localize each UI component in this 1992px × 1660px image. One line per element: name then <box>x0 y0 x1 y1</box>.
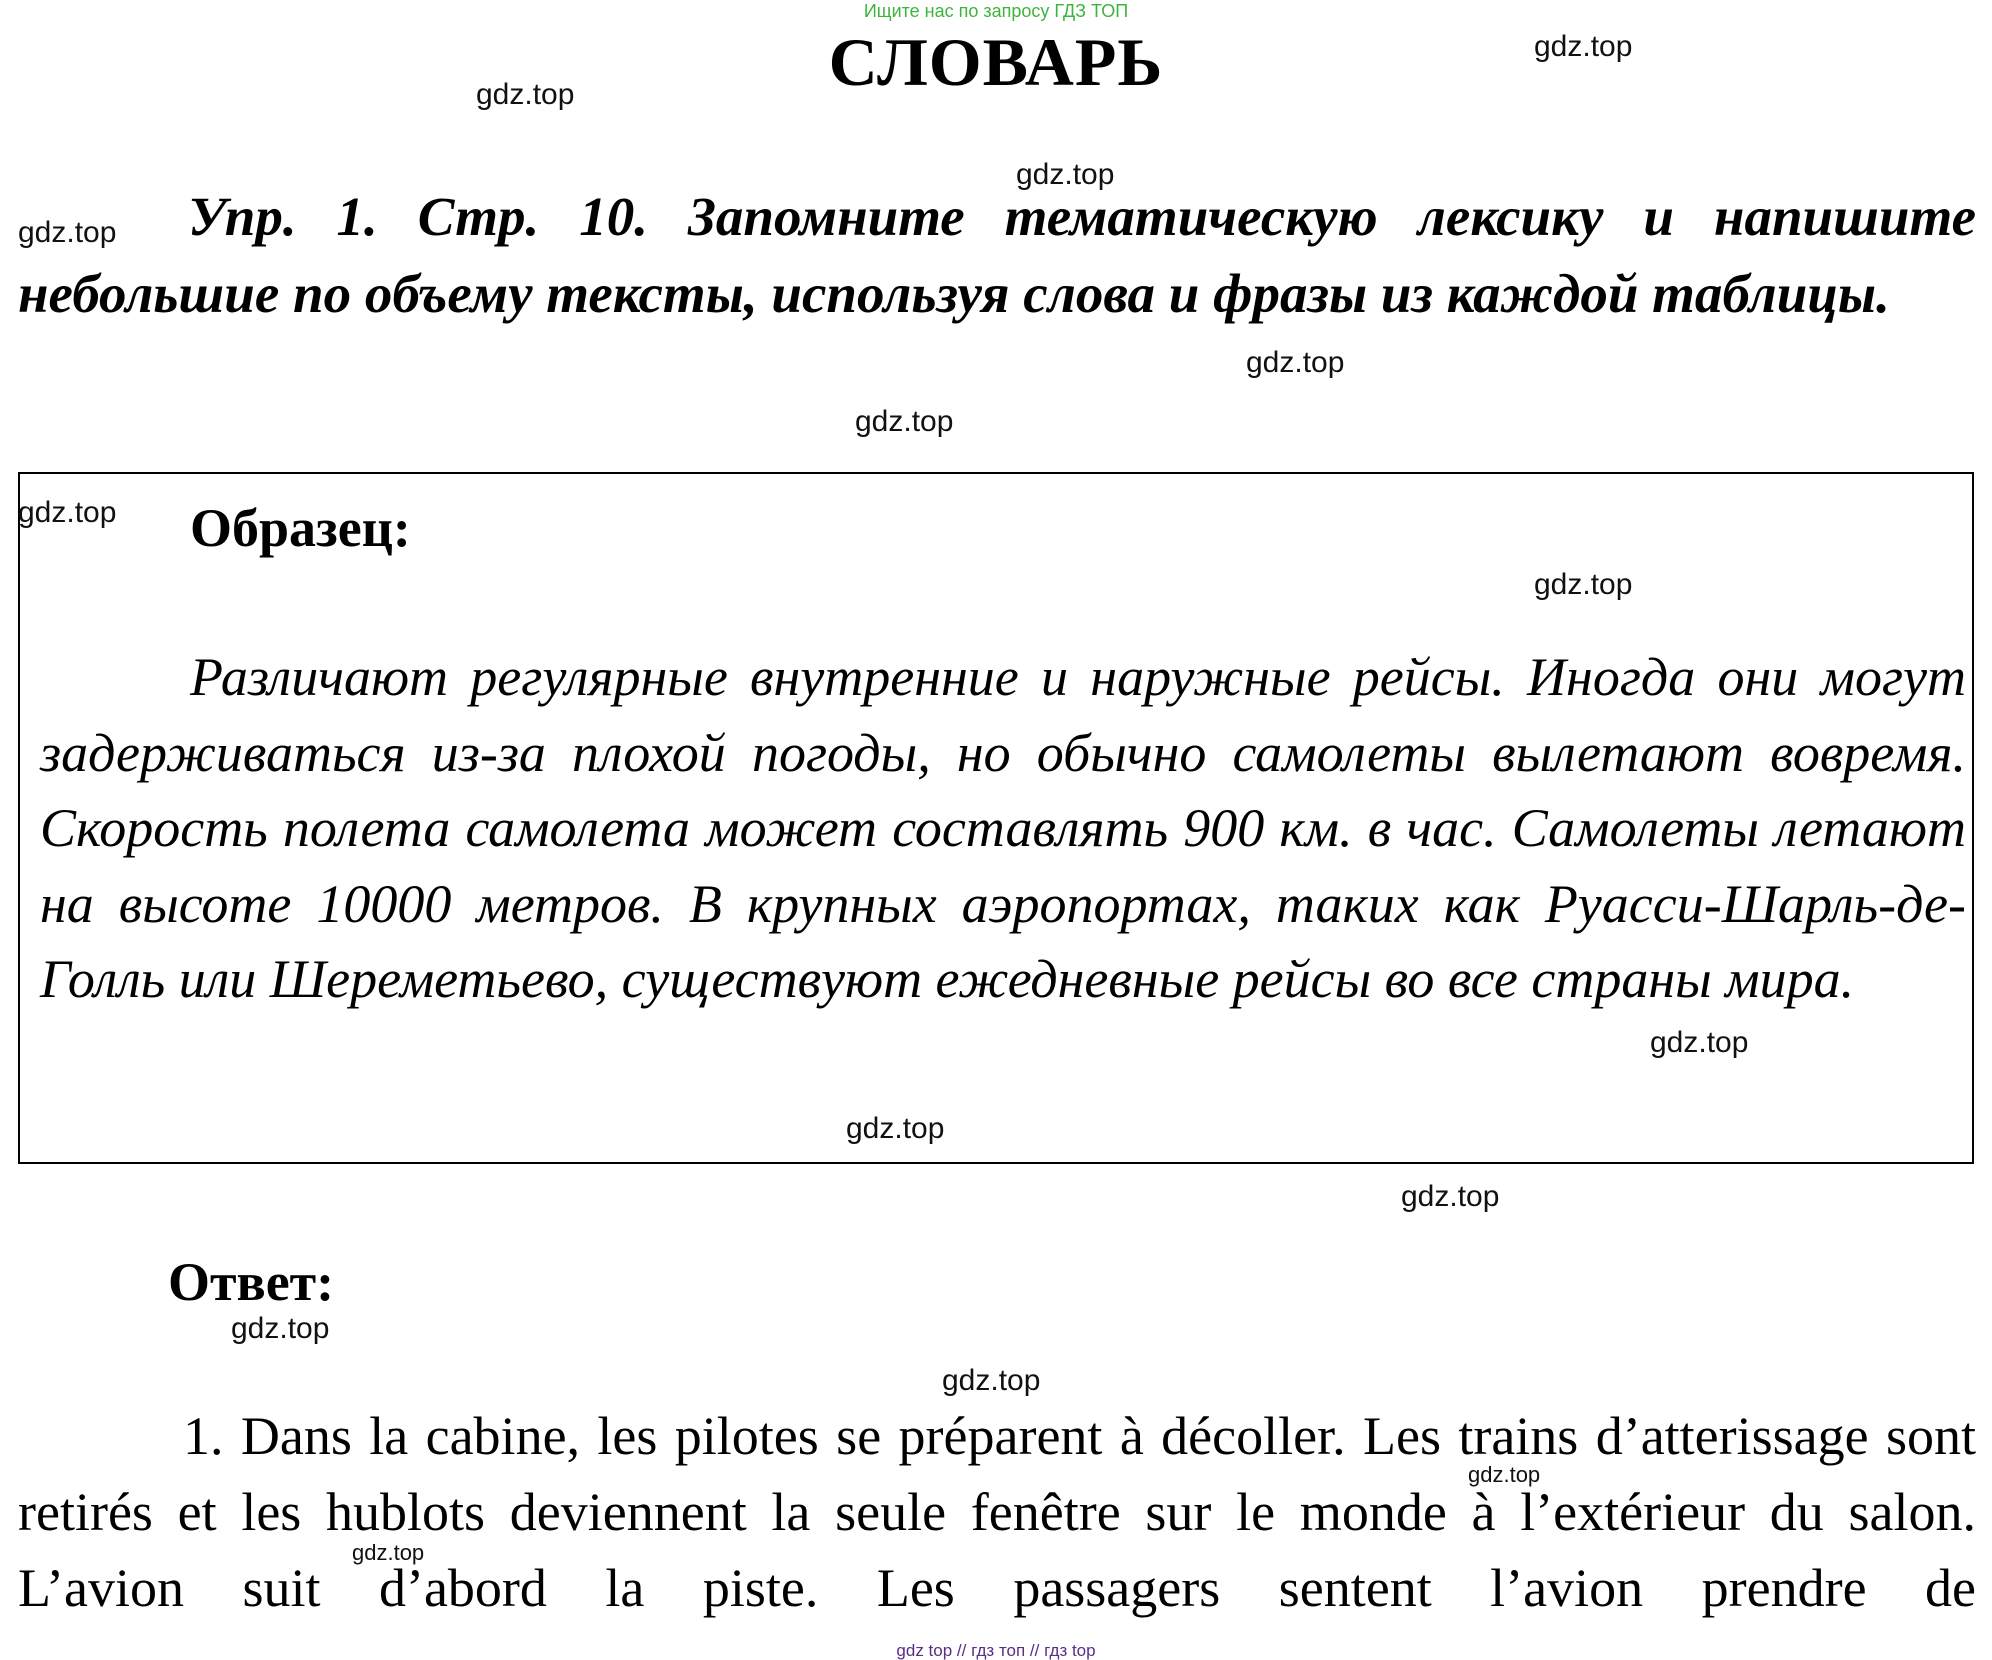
task-instructions: Упр. 1. Стр. 10. Запомните тематическую лексику и напишите небольшие по объему тексты, используя слова и фразы из каждой таблицы. <box>18 186 1976 324</box>
watermark: gdz.top <box>846 1112 945 1145</box>
page-title: СЛОВАРЬ <box>828 24 1164 100</box>
watermark: gdz.top <box>942 1364 1041 1397</box>
sample-label: Образец: <box>190 498 411 558</box>
watermark: gdz.top <box>855 405 954 438</box>
watermark: gdz.top <box>1534 568 1633 601</box>
watermark: gdz.top <box>1650 1026 1749 1059</box>
sample-text: Различают регулярные внутренние и наружные рейсы. Иногда они могут задерживаться из-за плохой погоды, но обычно самолеты вылетают вовремя. Скорость полета самолета может составлять 900 км. в час. Самолеты летают на высоте 10000 метров. В крупных аэропортах, таких как Руасси-Шарль-де-Голль или Шереметьево, существуют ежедневные рейсы во все страны мира. <box>40 647 1966 1009</box>
watermark: gdz.top <box>1246 346 1345 379</box>
footer-watermark: gdz top // гдз топ // гдз top <box>896 1641 1096 1660</box>
watermark: gdz.top <box>352 1540 425 1565</box>
watermark: gdz.top <box>476 78 575 111</box>
watermark: gdz.top <box>1534 30 1633 63</box>
search-hint: Ищите нас по запросу ГДЗ ТОП <box>863 1 1129 21</box>
answer-text: 1. Dans la cabine, les pilotes se préparent à décoller. Les trains d’atterissage sont retirés et les hublots deviennent la seule fenêtre sur le monde à l’extérieur du salon. L’avion suit d’abord la piste. Les passagers sentent l’avion prendre de <box>18 1406 1976 1618</box>
watermark: gdz.top <box>1016 158 1115 191</box>
watermark: gdz.top <box>18 216 117 249</box>
watermark: gdz.top <box>1468 1462 1541 1487</box>
watermark: gdz.top <box>231 1312 330 1345</box>
answer-label: Ответ: <box>168 1252 335 1312</box>
watermark: gdz.top <box>18 496 117 529</box>
watermark: gdz.top <box>1401 1180 1500 1213</box>
